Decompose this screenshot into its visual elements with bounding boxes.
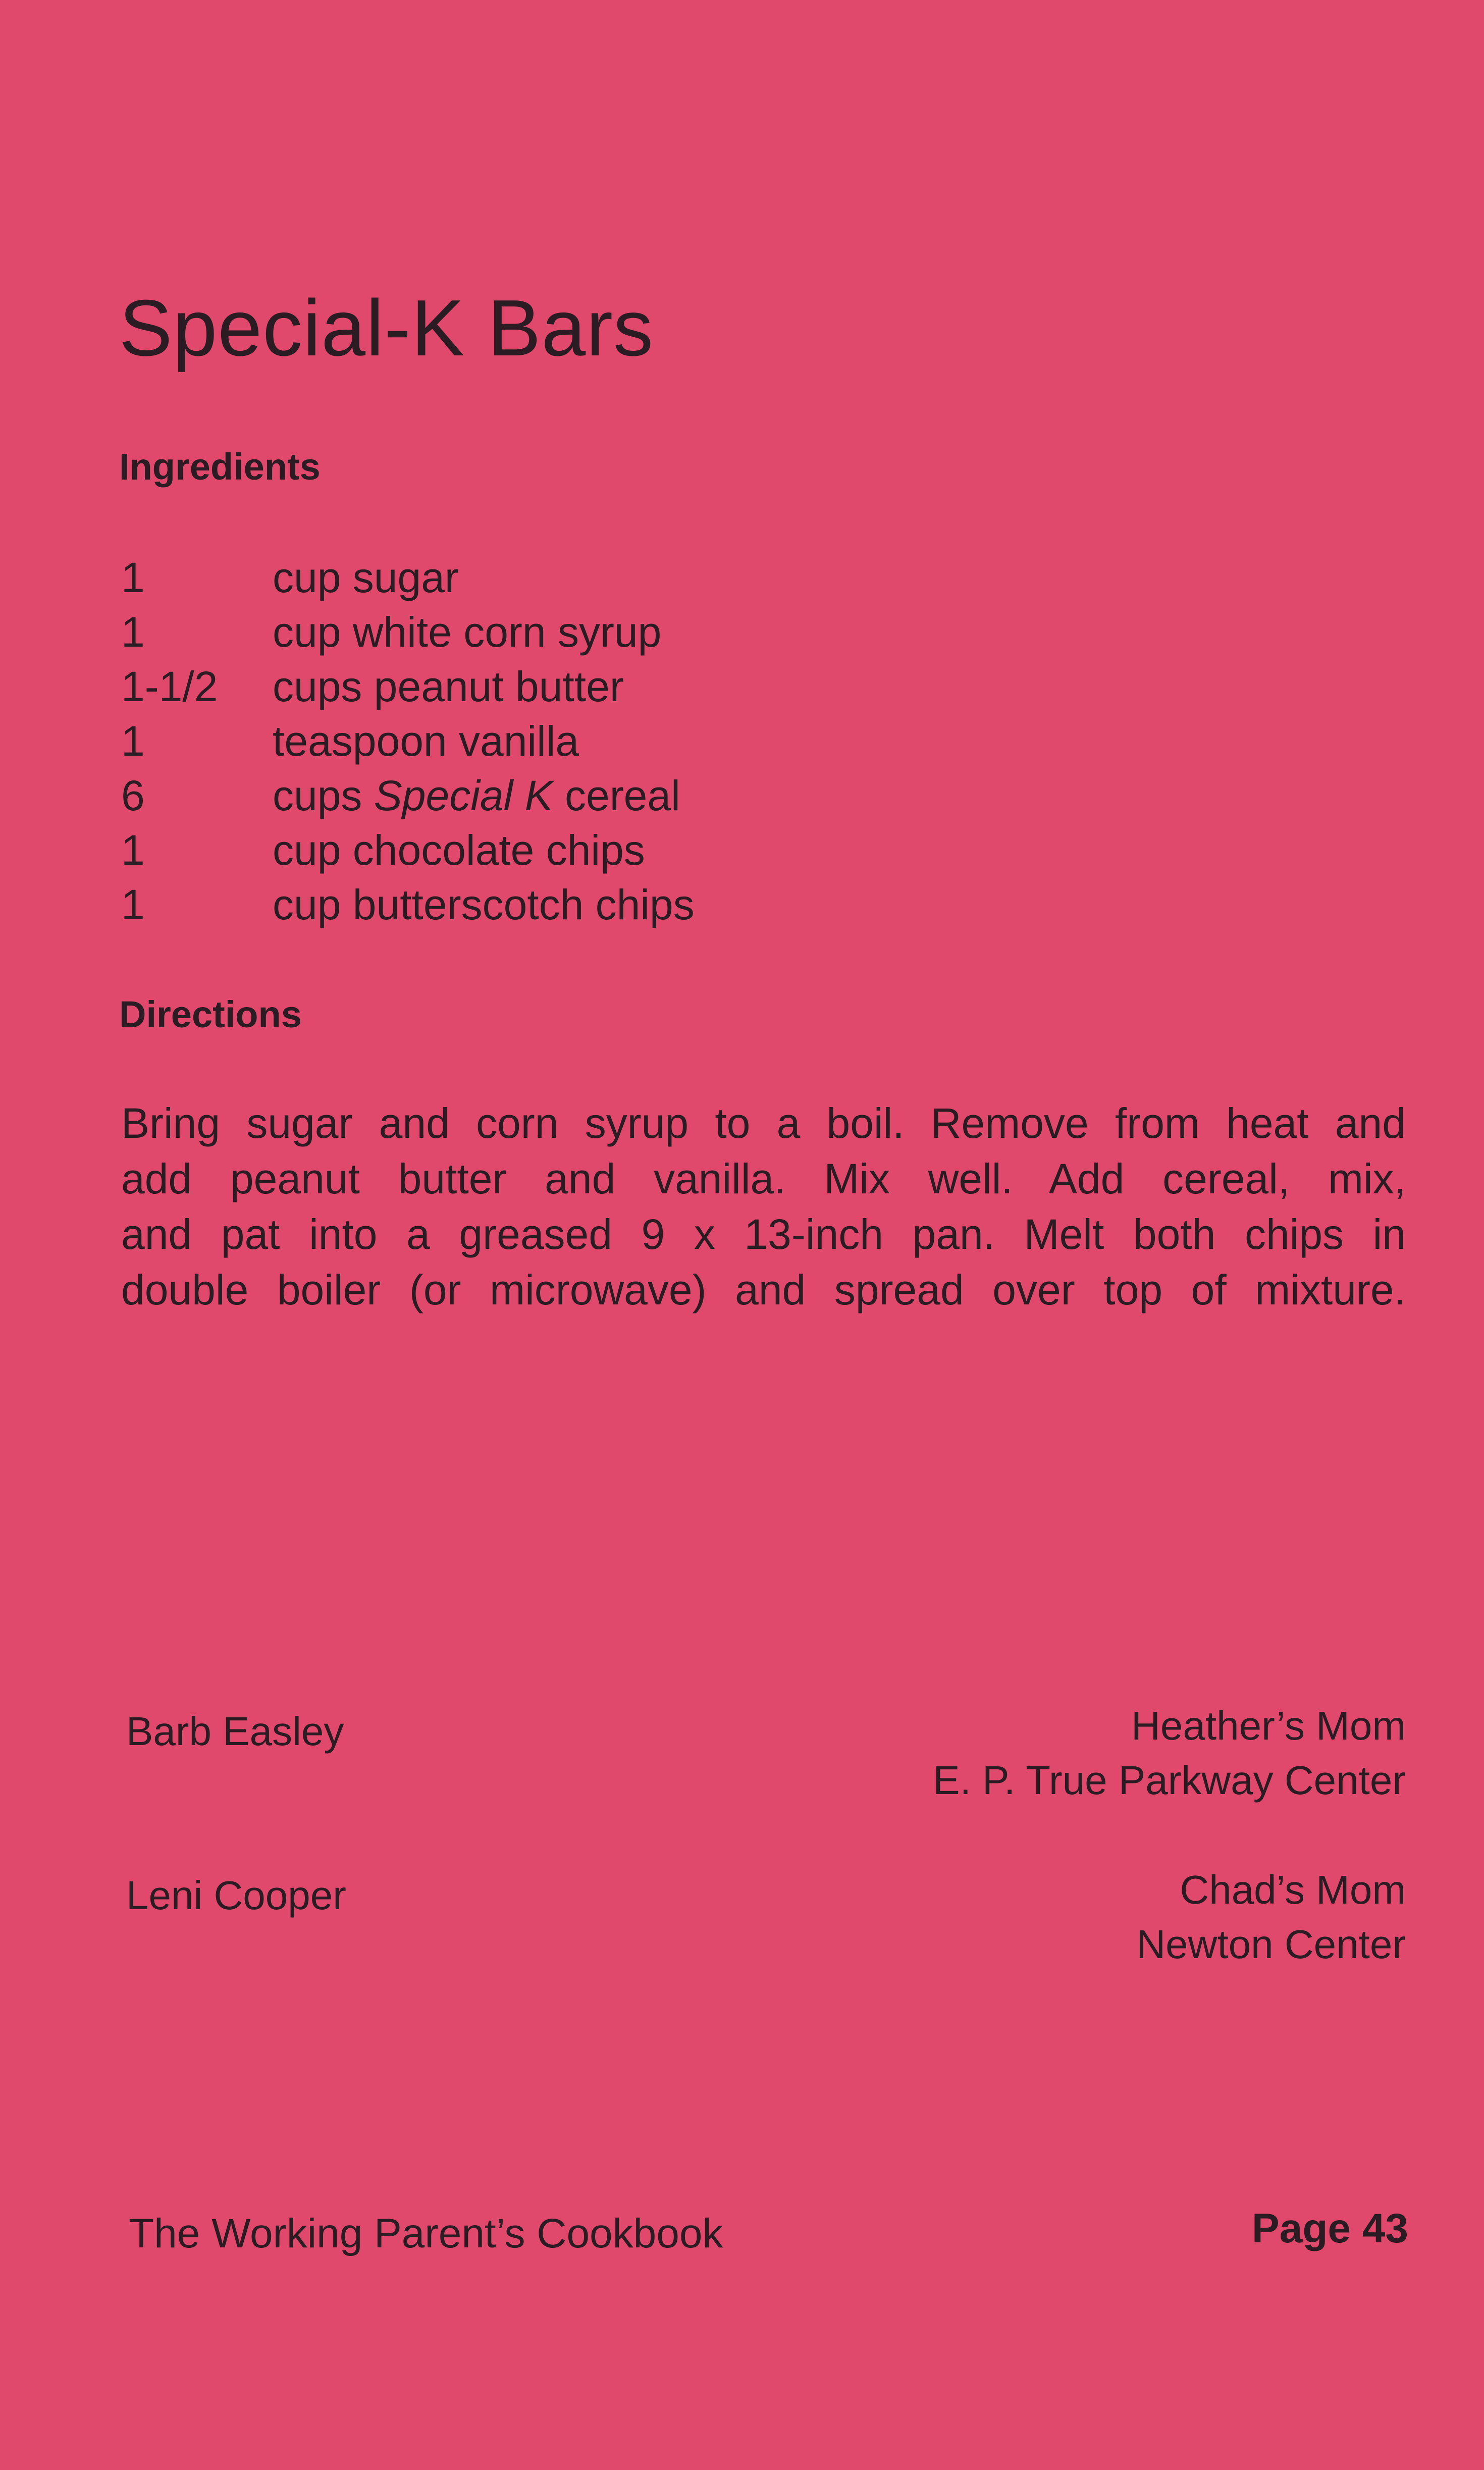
ingredient-item: cup butterscotch chips bbox=[273, 881, 695, 928]
contributor-location: Newton Center bbox=[1136, 1922, 1406, 1967]
ingredient-quantity: 1 bbox=[121, 881, 145, 928]
ingredient-item: cup chocolate chips bbox=[273, 826, 645, 874]
ingredient-quantity: 1-1/2 bbox=[121, 663, 218, 710]
recipe-title: Special-K Bars bbox=[119, 284, 654, 373]
contributor-relation: Heather’s Mom bbox=[1131, 1703, 1406, 1748]
ingredient-item: cup white corn syrup bbox=[273, 608, 662, 656]
ingredient-row bbox=[121, 605, 979, 659]
page-number: Page 43 bbox=[1252, 2205, 1408, 2251]
ingredient-row bbox=[121, 659, 979, 714]
contributor-info bbox=[1136, 1863, 1406, 1972]
directions-line: Bring sugar and corn syrup to a boil. Remove from heat and bbox=[121, 1099, 1406, 1147]
ingredient-item: cup sugar bbox=[273, 554, 459, 601]
contributor-location: E. P. True Parkway Center bbox=[933, 1758, 1406, 1803]
contributor-relation: Chad’s Mom bbox=[1180, 1867, 1406, 1912]
ingredient-item-suffix: cereal bbox=[553, 772, 680, 819]
ingredient-quantity: 1 bbox=[121, 826, 145, 874]
ingredient-row bbox=[121, 877, 979, 932]
directions-line: and pat into a greased 9 x 13-inch pan. Melt both chips in bbox=[121, 1211, 1406, 1258]
ingredient-row bbox=[121, 823, 979, 877]
ingredient-quantity: 1 bbox=[121, 554, 145, 601]
ingredient-quantity: 6 bbox=[121, 772, 145, 819]
ingredient-row bbox=[121, 550, 979, 605]
ingredient-quantity: 1 bbox=[121, 608, 145, 656]
contributor-info bbox=[933, 1699, 1406, 1808]
directions-heading: Directions bbox=[119, 993, 302, 1035]
ingredient-item-prefix: cups bbox=[273, 772, 374, 819]
ingredient-quantity: 1 bbox=[121, 717, 145, 765]
ingredient-item: cups peanut butter bbox=[273, 663, 624, 710]
directions-line: add peanut butter and vanilla. Mix well. Add cereal, mix, bbox=[121, 1155, 1406, 1202]
ingredient-item-brand: Special K bbox=[374, 772, 553, 819]
ingredient-row bbox=[121, 714, 979, 768]
directions-line: double boiler (or microwave) and spread over top of mixture. bbox=[121, 1266, 1406, 1313]
contributor-name: Barb Easley bbox=[126, 1709, 344, 1754]
ingredients-heading: Ingredients bbox=[119, 446, 321, 488]
book-title: The Working Parent’s Cookbook bbox=[129, 2211, 723, 2256]
contributor-name: Leni Cooper bbox=[126, 1873, 346, 1918]
ingredient-item: teaspoon vanilla bbox=[273, 717, 579, 765]
ingredient-row bbox=[121, 768, 979, 823]
ingredient-item bbox=[273, 768, 680, 823]
ingredients-list bbox=[121, 550, 979, 932]
directions-text bbox=[121, 1095, 1406, 1318]
